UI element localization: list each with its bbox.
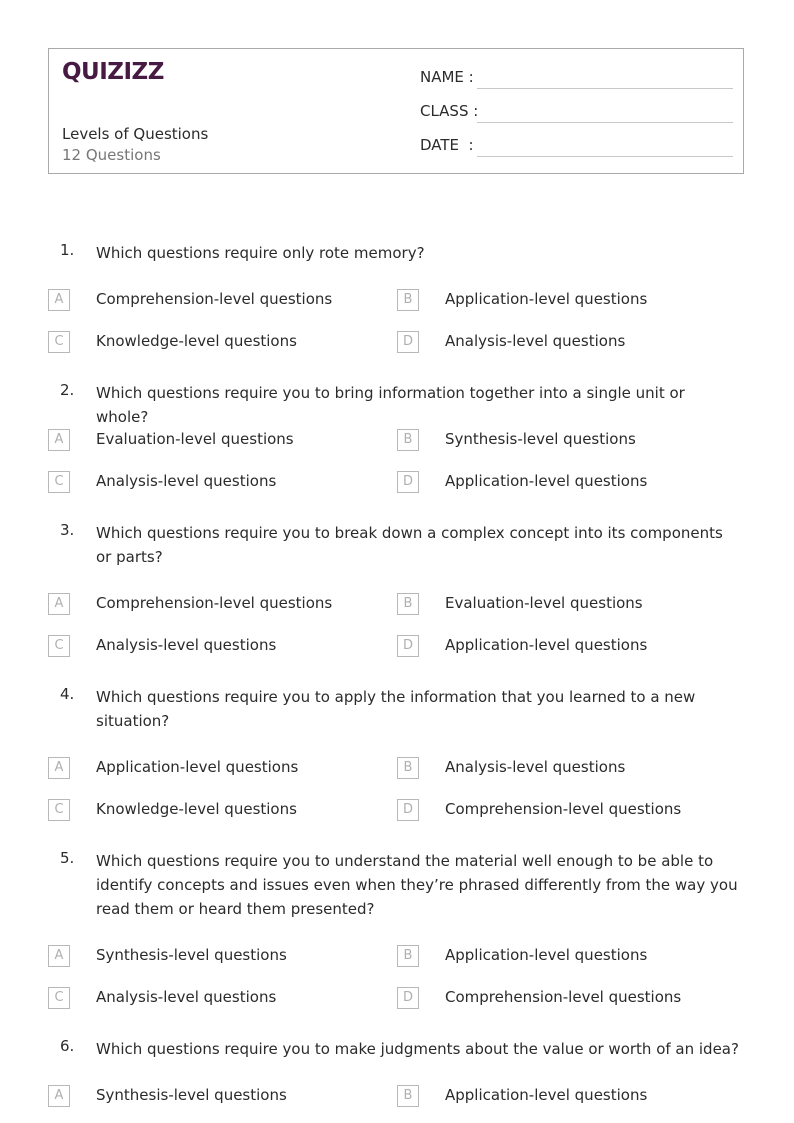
name-line[interactable] <box>477 88 733 89</box>
option-letter-box: B <box>397 289 419 311</box>
question-text: Which questions require you to apply the information that you learned to a new situation? <box>96 688 696 730</box>
class-line[interactable] <box>477 122 733 123</box>
option-text: Comprehension-level questions <box>445 800 682 818</box>
question-count: 12 Questions <box>62 146 161 164</box>
worksheet-title: Levels of Questions <box>62 125 209 143</box>
option-letter-box: B <box>397 1085 419 1107</box>
question-number: 1. <box>60 241 75 259</box>
option-text: Synthesis-level questions <box>96 946 287 964</box>
option-letter-box: B <box>397 757 419 779</box>
question-text: Which questions require you to make judgments about the value or worth of an idea? <box>96 1040 739 1058</box>
question-text: Which questions require you to understand the material well enough to be able to identify concepts and issues even when they’re phrased differently from the way you read them or heard them presented? <box>96 852 738 918</box>
option-letter-box: A <box>48 1085 70 1107</box>
date-line[interactable] <box>477 156 733 157</box>
question-text: Which questions require you to bring information together into a single unit or whole? <box>96 384 685 426</box>
option-text: Application-level questions <box>445 946 648 964</box>
option-text: Application-level questions <box>445 472 648 490</box>
option-text: Application-level questions <box>96 758 299 776</box>
question-text: Which questions require only rote memory? <box>96 244 425 262</box>
option-letter-box: D <box>397 635 419 657</box>
option-letter-box: B <box>397 429 419 451</box>
quizizz-logo: QUIZIZZ <box>62 59 164 85</box>
option-text: Synthesis-level questions <box>445 430 636 448</box>
option-letter-box: D <box>397 987 419 1009</box>
option-letter-box: A <box>48 429 70 451</box>
option-letter-box: A <box>48 593 70 615</box>
option-text: Analysis-level questions <box>445 758 626 776</box>
option-text: Knowledge-level questions <box>96 332 297 350</box>
option-letter-box: C <box>48 635 70 657</box>
option-letter-box: D <box>397 331 419 353</box>
question-number: 6. <box>60 1037 75 1055</box>
option-letter-box: A <box>48 757 70 779</box>
option-letter-box: B <box>397 945 419 967</box>
option-letter-box: D <box>397 799 419 821</box>
worksheet-header <box>48 48 744 174</box>
question-text: Which questions require you to break down a complex concept into its components or parts? <box>96 524 723 566</box>
option-text: Evaluation-level questions <box>445 594 643 612</box>
option-text: Application-level questions <box>445 636 648 654</box>
option-letter-box: C <box>48 987 70 1009</box>
option-text: Analysis-level questions <box>96 988 277 1006</box>
option-text: Evaluation-level questions <box>96 430 294 448</box>
option-letter-box: B <box>397 593 419 615</box>
option-letter-box: C <box>48 331 70 353</box>
option-letter-box: C <box>48 471 70 493</box>
question-number: 4. <box>60 685 75 703</box>
option-letter-box: A <box>48 289 70 311</box>
option-text: Comprehension-level questions <box>96 290 333 308</box>
option-text: Synthesis-level questions <box>96 1086 287 1104</box>
option-text: Comprehension-level questions <box>96 594 333 612</box>
option-letter-box: D <box>397 471 419 493</box>
option-text: Application-level questions <box>445 290 648 308</box>
option-text: Analysis-level questions <box>96 472 277 490</box>
question-number: 2. <box>60 381 75 399</box>
date-label: DATE : <box>420 136 474 154</box>
name-label: NAME : <box>420 68 474 86</box>
class-label: CLASS : <box>420 102 479 120</box>
option-text: Analysis-level questions <box>96 636 277 654</box>
option-letter-box: C <box>48 799 70 821</box>
option-text: Analysis-level questions <box>445 332 626 350</box>
question-number: 3. <box>60 521 75 539</box>
option-text: Application-level questions <box>445 1086 648 1104</box>
option-text: Comprehension-level questions <box>445 988 682 1006</box>
option-letter-box: A <box>48 945 70 967</box>
question-number: 5. <box>60 849 75 867</box>
option-text: Knowledge-level questions <box>96 800 297 818</box>
